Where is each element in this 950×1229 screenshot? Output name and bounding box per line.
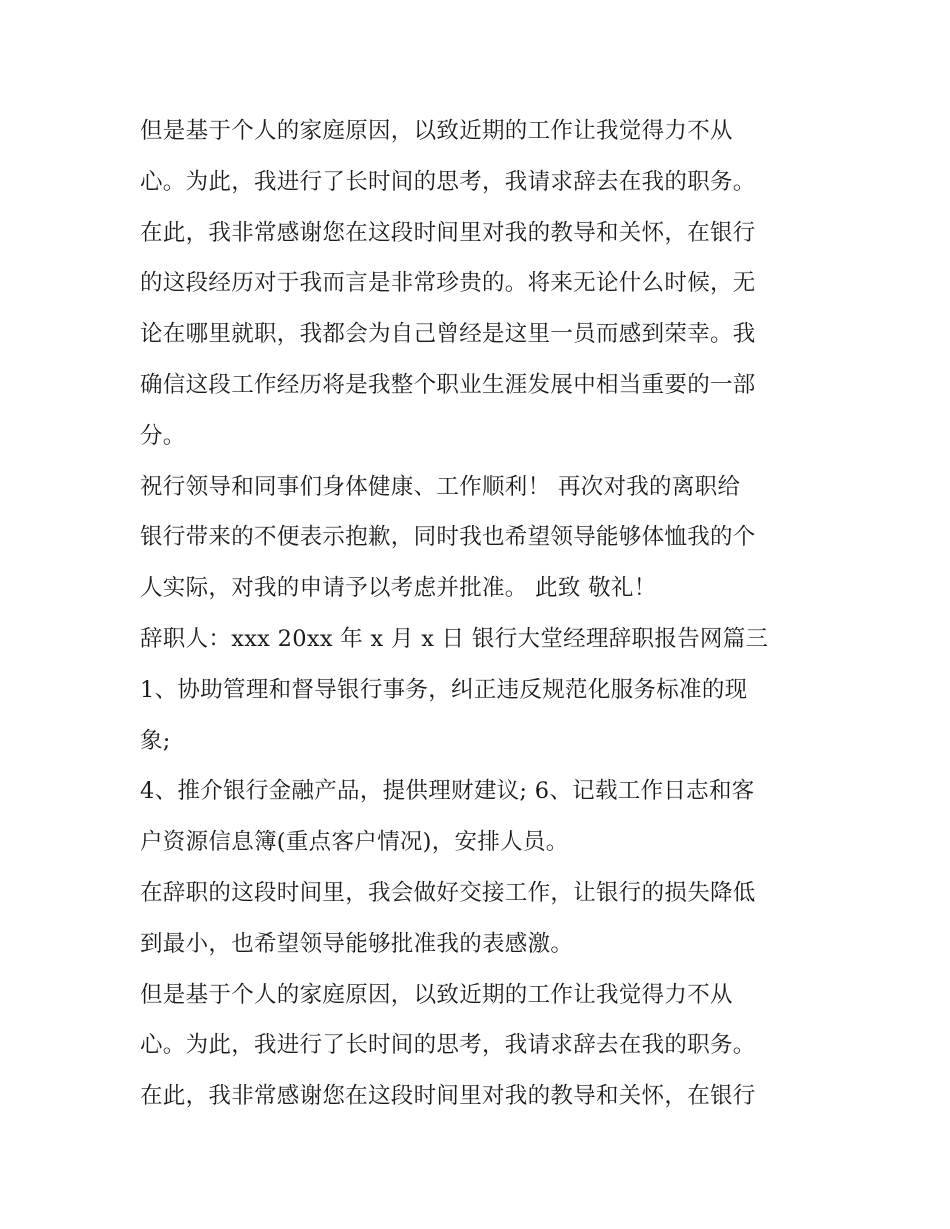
text-line: 祝行领导和同事们身体健康、工作顺利！ 再次对我的离职给 <box>140 473 741 500</box>
text-line: 在辞职的这段时间里，我会做好交接工作，让银行的损失降低 <box>140 879 756 906</box>
text-line: 辞职人：xxx 20xx 年 x 月 x 日 银行大堂经理辞职报告网篇三 <box>140 625 769 652</box>
text-line: 户资源信息簿(重点客户情况)，安排人员。 <box>140 829 569 856</box>
text-line: 的这段经历对于我而言是非常珍贵的。将来无论什么时候，无 <box>140 270 756 297</box>
text-line: 4、推介银行金融产品，提供理财建议; 6、记载工作日志和客 <box>140 778 755 805</box>
text-line: 1、协助管理和督导银行事务，纠正违反规范化服务标准的现 <box>140 676 748 703</box>
text-line: 分。 <box>140 422 186 449</box>
text-line: 心。为此，我进行了长时间的思考，我请求辞去在我的职务。 <box>140 1032 756 1059</box>
text-line: 到最小，也希望领导能够批准我的表感激。 <box>140 930 574 957</box>
text-line: 在此，我非常感谢您在这段时间里对我的教导和关怀，在银行 <box>140 219 756 246</box>
text-line: 但是基于个人的家庭原因，以致近期的工作让我觉得力不从 <box>140 118 733 144</box>
text-line: 但是基于个人的家庭原因，以致近期的工作让我觉得力不从 <box>140 981 733 1008</box>
text-line: 象; <box>140 727 171 754</box>
text-line: 银行带来的不便表示抱歉，同时我也希望领导能够体恤我的个 <box>140 524 756 551</box>
text-line: 确信这段工作经历将是我整个职业生涯发展中相当重要的一部 <box>140 371 756 398</box>
text-line: 人实际，对我的申请予以考虑并批准。 此致 敬礼！ <box>140 575 657 602</box>
body-text <box>140 106 820 1122</box>
text-line: 论在哪里就职，我都会为自己曾经是这里一员而感到荣幸。我 <box>140 321 756 348</box>
text-line: 心。为此，我进行了长时间的思考，我请求辞去在我的职务。 <box>140 168 756 195</box>
text-line: 在此，我非常感谢您在这段时间里对我的教导和关怀，在银行 <box>140 1083 756 1110</box>
